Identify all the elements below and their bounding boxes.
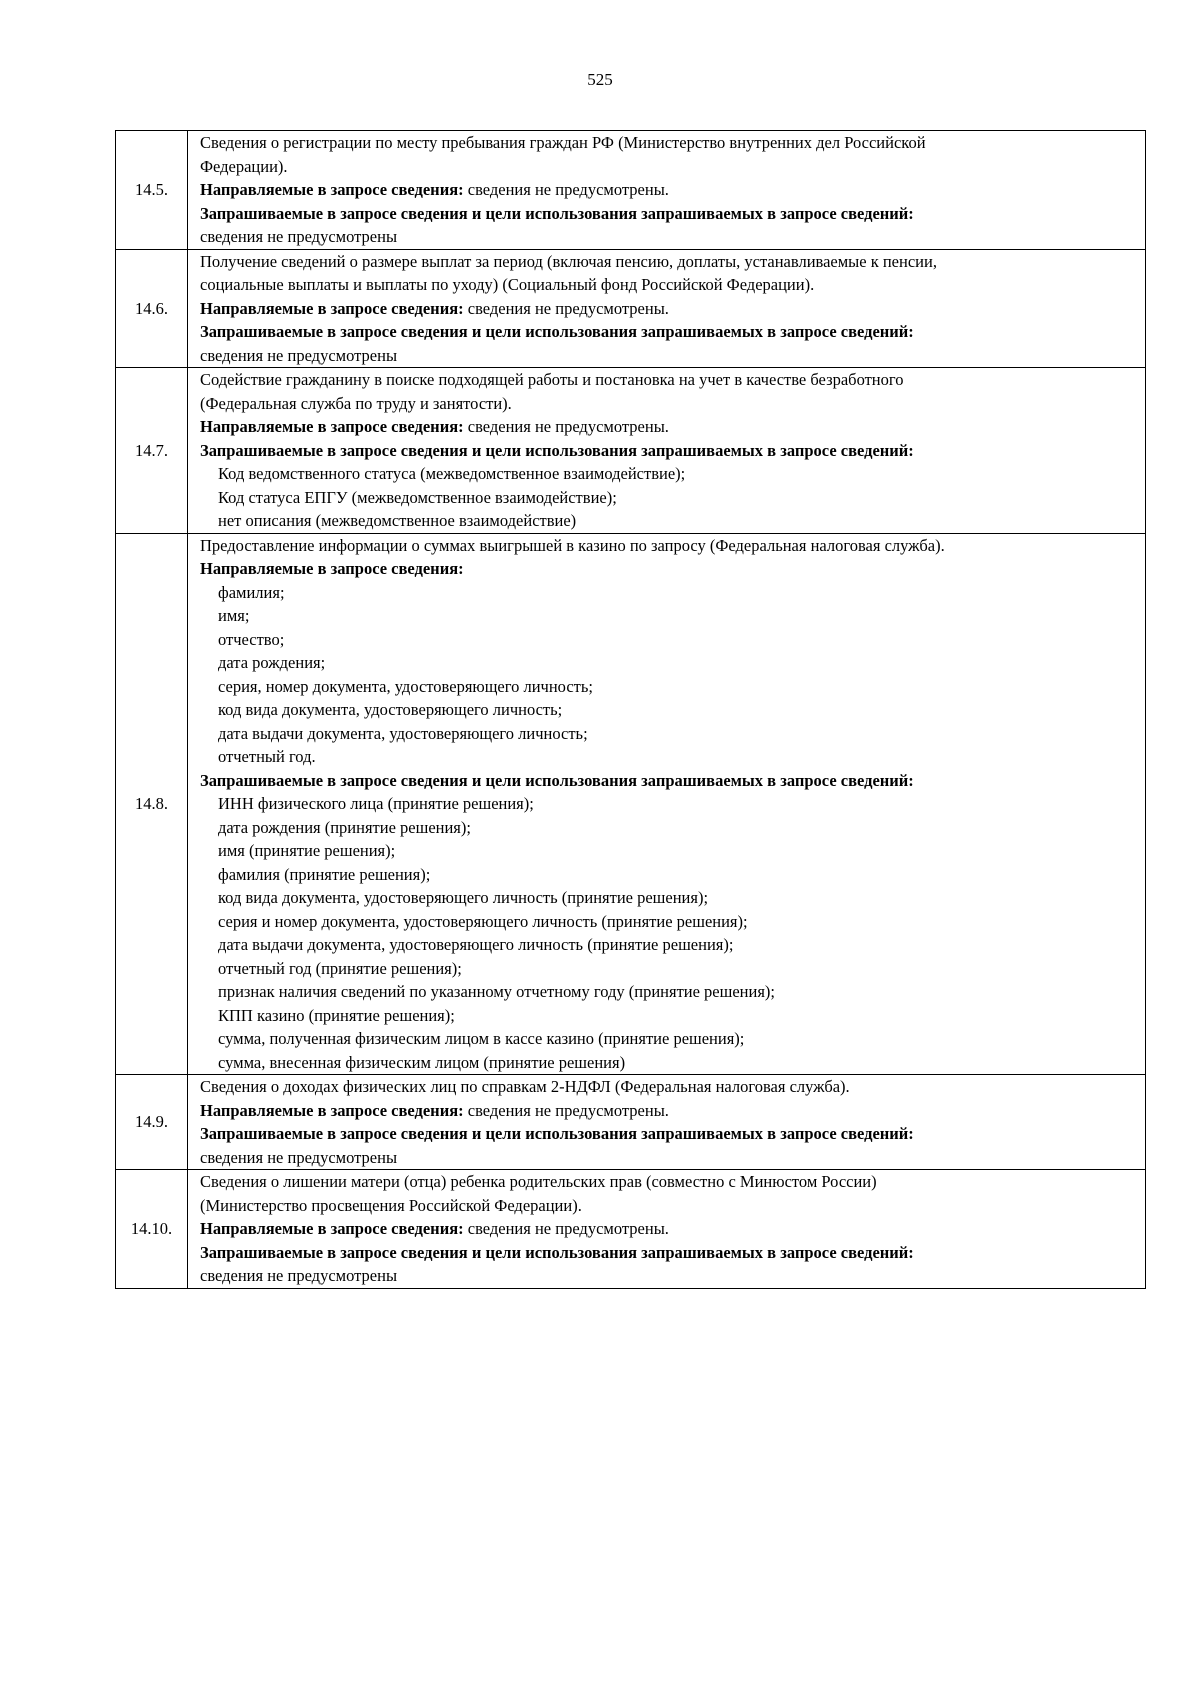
list-item — [200, 910, 1139, 934]
line-text: сведения не предусмотрены — [200, 345, 398, 365]
section-heading: Направляемые в запросе сведения: — [200, 417, 464, 436]
item-description — [188, 368, 1146, 534]
table-row — [116, 533, 1146, 1075]
text-line — [200, 415, 1139, 439]
item-description — [188, 249, 1146, 368]
list-item — [200, 839, 1139, 863]
item-number: 14.5. — [116, 131, 188, 250]
line-text: Код статуса ЕПГУ (межведомственное взаимодействие); — [218, 487, 617, 507]
text-line — [200, 1264, 1139, 1288]
item-description — [188, 1170, 1146, 1289]
list-item — [200, 486, 1139, 510]
line-text: код вида документа, удостоверяющего личность; — [218, 700, 563, 719]
list-item — [200, 980, 1139, 1004]
section-heading: Направляемые в запросе сведения: — [200, 1219, 464, 1238]
list-item — [200, 628, 1139, 652]
text-line — [200, 1217, 1139, 1241]
line-text: сведения не предусмотрены — [200, 227, 398, 246]
line-text: отчетный год. — [218, 747, 316, 766]
list-item — [200, 745, 1139, 769]
item-number: 14.9. — [116, 1075, 188, 1170]
text-line — [200, 368, 1139, 392]
item-number: 14.7. — [116, 368, 188, 534]
item-description — [188, 131, 1146, 250]
line-text: сведения не предусмотрены. — [463, 180, 669, 199]
text-line — [200, 392, 1139, 416]
list-item — [200, 509, 1139, 533]
list-item — [200, 792, 1139, 816]
line-text: имя; — [218, 606, 250, 625]
line-text: нет описания (межведомственное взаимодействие) — [218, 511, 577, 530]
section-heading: Запрашиваемые в запросе сведения и цели использования запрашиваемых в запросе сведений: — [200, 1242, 914, 1262]
list-item — [200, 462, 1139, 486]
section-heading: Запрашиваемые в запросе сведения и цели использования запрашиваемых в запросе сведений: — [200, 440, 914, 460]
line-text: признак наличия сведений по указанному отчетному году (принятие решения); — [218, 982, 775, 1001]
line-text: фамилия; — [218, 582, 285, 602]
line-text: Сведения о лишении матери (отца) ребенка родительских прав (совместно с Минюстом России) — [200, 1172, 877, 1191]
line-text: сведения не предусмотрены. — [463, 298, 669, 318]
text-line — [200, 1146, 1139, 1170]
line-text: социальные выплаты и выплаты по уходу) (Социальный фонд Российской Федерации). — [200, 275, 815, 294]
line-text: Сведения о доходах физических лиц по справкам 2-НДФЛ (Федеральная налоговая служба). — [200, 1077, 850, 1096]
line-text: фамилия (принятие решения); — [218, 864, 431, 884]
text-line — [200, 202, 1139, 226]
line-text: Федерации). — [200, 156, 288, 176]
text-line — [200, 178, 1139, 202]
line-text: сведения не предусмотрены — [200, 1266, 398, 1285]
line-text: имя (принятие решения); — [218, 841, 396, 860]
line-text: сведения не предусмотрены — [200, 1147, 398, 1167]
item-number: 14.6. — [116, 249, 188, 368]
line-text: Получение сведений о размере выплат за период (включая пенсию, доплаты, устанавливаемые к пенсии, — [200, 251, 937, 271]
line-text: сумма, полученная физическим лицом в кассе казино (принятие решения); — [218, 1029, 745, 1048]
list-item — [200, 581, 1139, 605]
table-body — [116, 131, 1146, 1289]
text-line — [200, 1075, 1139, 1099]
table-row — [116, 131, 1146, 250]
table-row — [116, 249, 1146, 368]
line-text: ИНН физического лица (принятие решения); — [218, 794, 534, 813]
text-line — [200, 557, 1139, 581]
list-item — [200, 604, 1139, 628]
line-text: дата выдачи документа, удостоверяющего личность (принятие решения); — [218, 935, 734, 954]
text-line — [200, 297, 1139, 321]
line-text: дата выдачи документа, удостоверяющего личность; — [218, 723, 588, 743]
registry-table — [115, 130, 1146, 1289]
section-heading: Запрашиваемые в запросе сведения и цели использования запрашиваемых в запросе сведений: — [200, 770, 914, 790]
list-item — [200, 675, 1139, 699]
text-line — [200, 439, 1139, 463]
line-text: дата рождения (принятие решения); — [218, 817, 471, 837]
text-line — [200, 1122, 1139, 1146]
line-text: серия и номер документа, удостоверяющего личность (принятие решения); — [218, 911, 748, 931]
page-number: 525 — [587, 70, 613, 89]
item-description — [188, 1075, 1146, 1170]
text-line — [200, 1170, 1139, 1194]
item-description — [188, 533, 1146, 1075]
line-text: сведения не предусмотрены. — [463, 1100, 669, 1120]
line-text: Код ведомственного статуса (межведомственное взаимодействие); — [218, 464, 686, 483]
line-text: Содействие гражданину в поиске подходящей работы и постановка на учет в качестве безработного — [200, 370, 904, 389]
text-line — [200, 155, 1139, 179]
section-heading: Направляемые в запросе сведения: — [200, 559, 464, 578]
line-text: серия, номер документа, удостоверяющего личность; — [218, 676, 593, 696]
list-item — [200, 1004, 1139, 1028]
list-item — [200, 886, 1139, 910]
list-item — [200, 933, 1139, 957]
list-item — [200, 651, 1139, 675]
text-line — [200, 131, 1139, 155]
list-item — [200, 863, 1139, 887]
section-heading: Запрашиваемые в запросе сведения и цели использования запрашиваемых в запросе сведений: — [200, 203, 914, 223]
text-line — [200, 769, 1139, 793]
table-row — [116, 368, 1146, 534]
list-item — [200, 1027, 1139, 1051]
table-row — [116, 1170, 1146, 1289]
item-number: 14.10. — [116, 1170, 188, 1289]
line-text: сведения не предусмотрены. — [463, 1219, 669, 1238]
section-heading: Запрашиваемые в запросе сведения и цели использования запрашиваемых в запросе сведений: — [200, 322, 914, 341]
line-text: КПП казино (принятие решения); — [218, 1005, 455, 1025]
table-row — [116, 1075, 1146, 1170]
section-heading: Направляемые в запросе сведения: — [200, 298, 464, 318]
text-line — [200, 320, 1139, 344]
line-text: отчество; — [218, 629, 285, 649]
text-line — [200, 1241, 1139, 1265]
text-line — [200, 273, 1139, 297]
line-text: дата рождения; — [218, 653, 326, 672]
text-line — [200, 344, 1139, 368]
line-text: (Министерство просвещения Российской Федерации). — [200, 1195, 582, 1215]
line-text: Предоставление информации о суммах выигрышей в казино по запросу (Федеральная налоговая служба). — [200, 535, 945, 555]
text-line — [200, 250, 1139, 274]
list-item — [200, 698, 1139, 722]
text-line — [200, 225, 1139, 249]
list-item — [200, 722, 1139, 746]
list-item — [200, 1051, 1139, 1075]
line-text: сведения не предусмотрены. — [463, 417, 669, 436]
line-text: сумма, внесенная физическим лицом (принятие решения) — [218, 1052, 626, 1072]
list-item — [200, 957, 1139, 981]
line-text: код вида документа, удостоверяющего личность (принятие решения); — [218, 888, 709, 907]
section-heading: Запрашиваемые в запросе сведения и цели использования запрашиваемых в запросе сведений: — [200, 1124, 914, 1143]
text-line — [200, 1194, 1139, 1218]
section-heading: Направляемые в запросе сведения: — [200, 1100, 464, 1120]
line-text: Сведения о регистрации по месту пребывания граждан РФ (Министерство внутренних дел Российской — [200, 133, 926, 152]
item-number: 14.8. — [116, 533, 188, 1075]
text-line — [200, 1099, 1139, 1123]
line-text: (Федеральная служба по труду и занятости). — [200, 393, 512, 413]
section-heading: Направляемые в запросе сведения: — [200, 180, 464, 199]
text-line — [200, 534, 1139, 558]
list-item — [200, 816, 1139, 840]
line-text: отчетный год (принятие решения); — [218, 958, 462, 978]
